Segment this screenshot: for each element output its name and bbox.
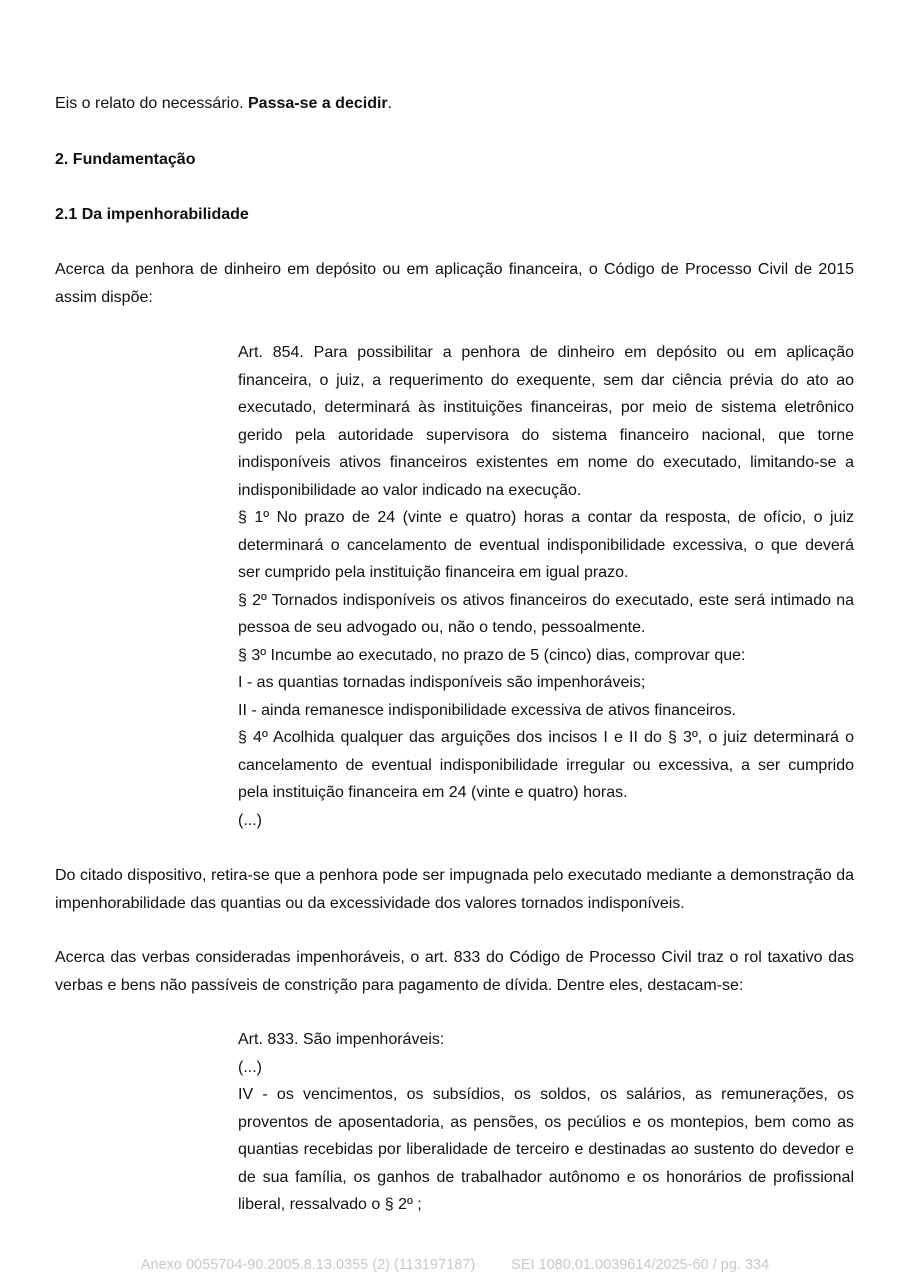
intro-text: Eis o relato do necessário. [55,95,248,112]
quote-art-854-caput: Art. 854. Para possibilitar a penhora de dinheiro em depósito ou em aplicação financeira, o juiz, a requerimento do exequente, sem dar ciência prévia do ato ao executado, determinará às instituições financeiras, por meio de sistema eletrônico gerido pela autoridade supervisora do sistema financeiro nacional, que torne indisponíveis ativos financeiros existentes em nome do executado, limitando-se a indisponibilidade ao valor indicado na execução. [238,344,854,499]
quote-art-833 [238,1026,854,1219]
quote-art-833-caput: Art. 833. São impenhoráveis: [238,1031,445,1048]
quote-art-833-ellipsis: (...) [238,1058,262,1076]
subsection-heading: 2.1 Da impenhorabilidade [55,206,249,223]
paragraph-cpc-intro: Acerca da penhora de dinheiro em depósito ou em aplicação financeira, o Código de Processo Civil de 2015 assim dispõe: [55,261,854,306]
paragraph-dispositivo: Do citado dispositivo, retira-se que a penhora pode ser impugnada pelo executado mediante a demonstração da impenhorabilidade das quantias ou da excessividade dos valores tornados indisponíveis. [55,867,854,912]
quote-art-833-inc4: IV - os vencimentos, os subsídios, os soldos, os salários, as remunerações, os proventos de aposentadoria, as pensões, os pecúlios e os montepios, bem como as quantias recebidas por liberalidade de terceiro e destinadas ao sustento do devedor e de sua família, os ganhos de trabalhador autônomo e os honorários de profissional liberal, ressalvado o § 2º ; [238,1086,854,1213]
quote-art-854-par1: § 1º No prazo de 24 (vinte e quatro) horas a contar da resposta, de ofício, o juiz determinará o cancelamento de eventual indisponibilidade excessiva, o que deverá ser cumprido pela instituição financeira em igual prazo. [238,509,854,581]
quote-art-854-inc2: II - ainda remanesce indisponibilidade excessiva de ativos financeiros. [238,701,737,719]
quote-art-854-par3: § 3º Incumbe ao executado, no prazo de 5 (cinco) dias, comprovar que: [238,646,746,664]
intro-end: . [387,95,393,112]
footer-attachment-id: Anexo 0055704-90.2005.8.13.0355 (2) (113197187) [140,1257,476,1273]
page-footer [0,1255,910,1275]
quote-art-854 [238,339,854,834]
intro-paragraph [55,90,854,118]
footer-sei-page: SEI 1080.01.0039614/2025-60 / pg. 334 [511,1257,770,1273]
section-heading: 2. Fundamentação [55,151,196,168]
quote-art-854-par2: § 2º Tornados indisponíveis os ativos financeiros do executado, este será intimado na pessoa de seu advogado ou, não o tendo, pessoalmente. [238,591,854,636]
quote-art-854-par4: § 4º Acolhida qualquer das arguições dos incisos I e II do § 3º, o juiz determinará o cancelamento de eventual indisponibilidade irregular ou excessiva, a ser cumprido pela instituição financeira em 24 (vinte e quatro) horas. [238,729,854,801]
intro-bold-text: Passa-se a decidir [248,95,388,112]
quote-art-854-inc1: I - as quantias tornadas indisponíveis são impenhoráveis; [238,674,646,691]
paragraph-verbas: Acerca das verbas consideradas impenhoráveis, o art. 833 do Código de Processo Civil traz o rol taxativo das verbas e bens não passíveis de constrição para pagamento de dívida. Dentre eles, destacam-se: [55,949,854,994]
quote-art-854-ellipsis: (...) [238,811,262,829]
